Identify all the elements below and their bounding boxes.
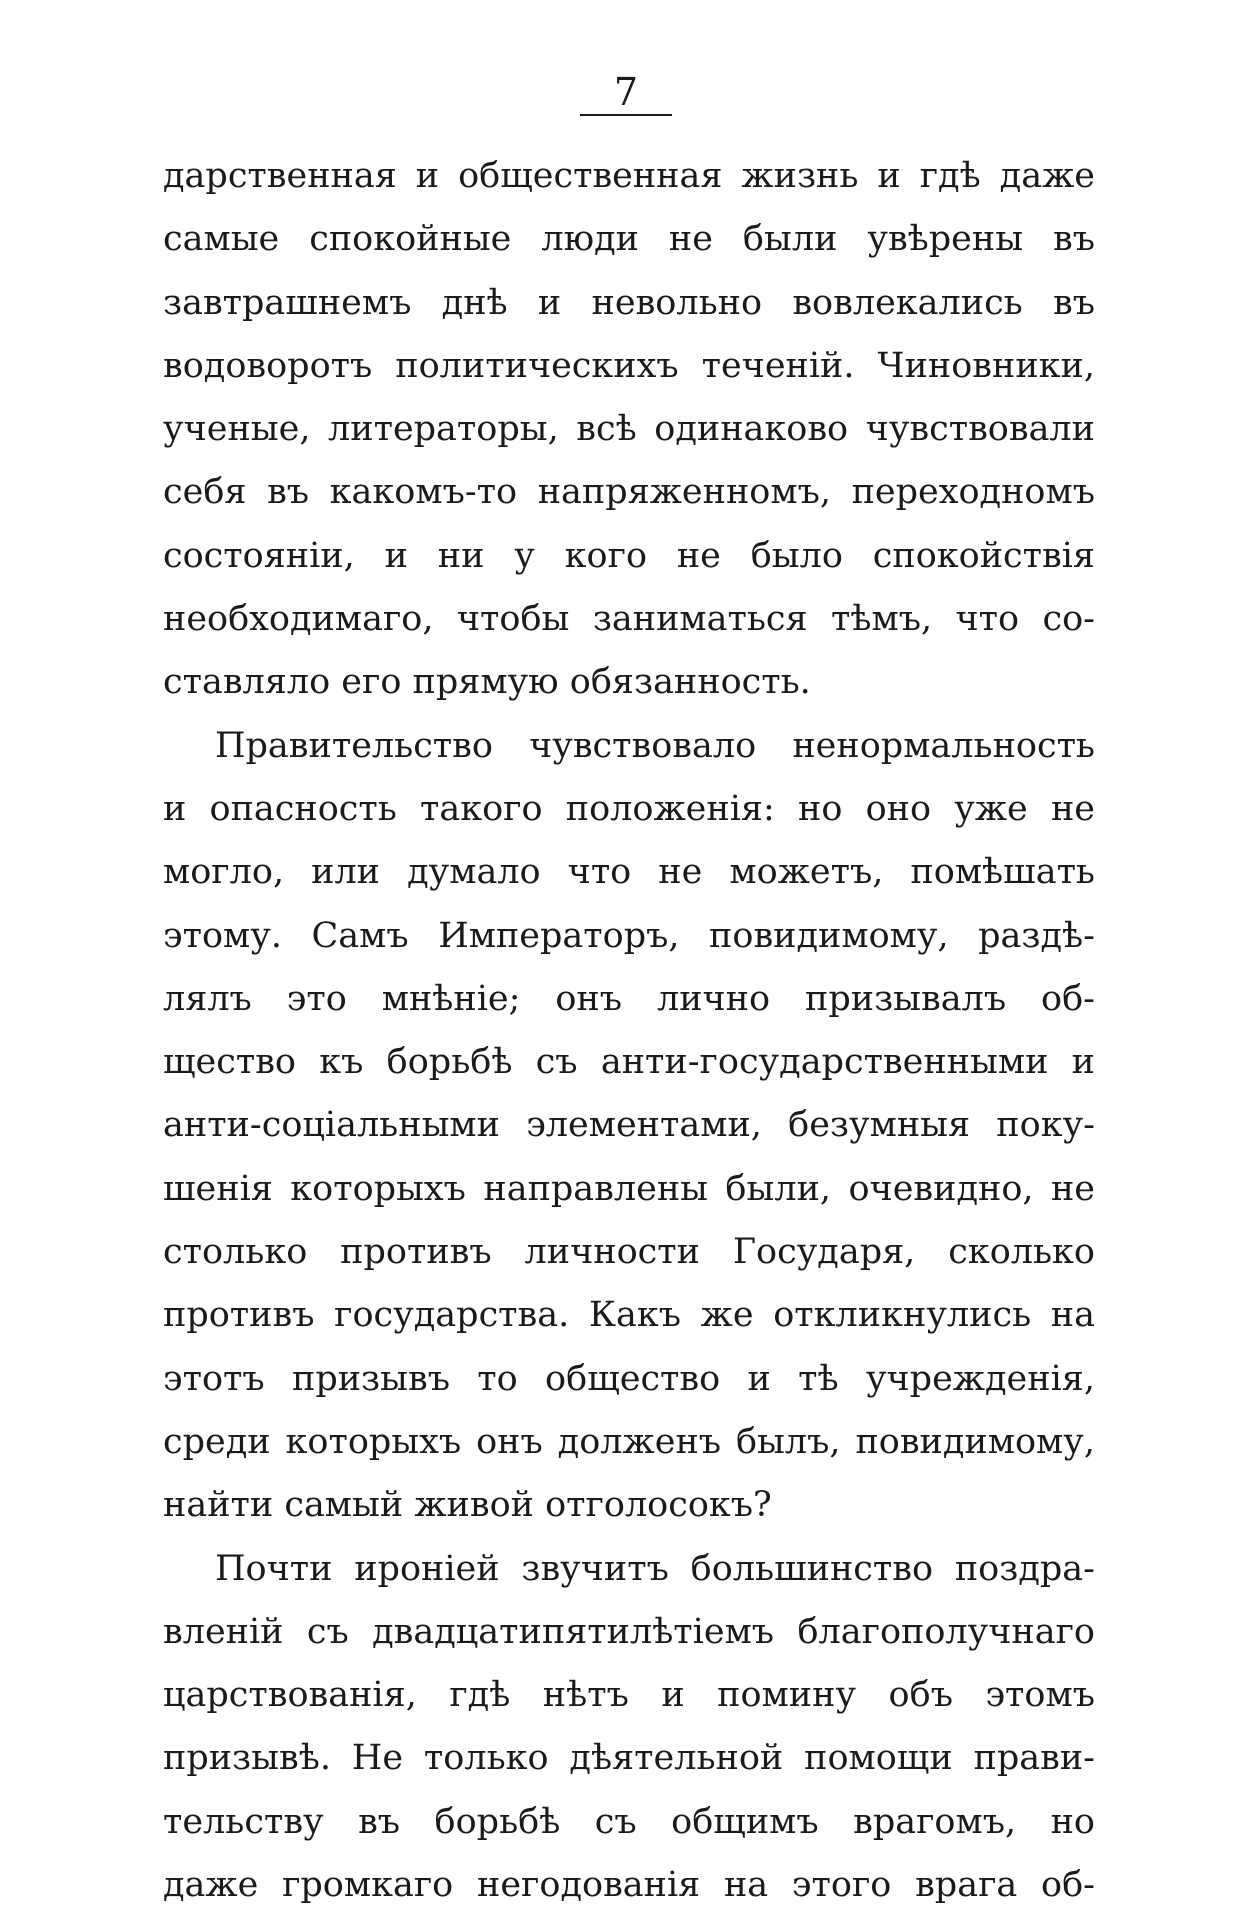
text-line: Почти ироніей звучитъ большинство поздра- xyxy=(215,1548,1095,1589)
text-line: среди которыхъ онъ долженъ былъ, повидимому, xyxy=(163,1421,1095,1462)
text-line: ученые, литераторы, всѣ одинаково чувствовали xyxy=(163,409,1095,450)
text-line: самые спокойные люди не были увѣрены въ xyxy=(163,219,1095,260)
text-line: лялъ это мнѣніе; онъ лично призывалъ об- xyxy=(163,978,1095,1019)
text-line: столько противъ личности Государя, сколько xyxy=(163,1232,1095,1273)
text-line: призывѣ. Не только дѣятельной помощи прави- xyxy=(163,1738,1095,1779)
text-line: этому. Самъ Императоръ, повидимому, раздѣ- xyxy=(163,915,1095,956)
text-line: и опасность такого положенія: но оно уже не xyxy=(163,788,1095,829)
text-line: завтрашнемъ днѣ и невольно вовлекались въ xyxy=(163,282,1095,323)
text-line: этотъ призывъ то общество и тѣ учрежденія, xyxy=(163,1358,1095,1399)
text-line: ставляло его прямую обязанность. xyxy=(163,662,811,703)
text-line: могло, или думало что не можетъ, помѣшать xyxy=(163,852,1095,893)
page-number: 7 xyxy=(613,70,639,114)
text-line: даже громкаго негодованія на этого врага об- xyxy=(163,1865,1095,1906)
text-line: дарственная и общественная жизнь и гдѣ даже xyxy=(163,156,1095,196)
text-line: вленій съ двадцатипятилѣтіемъ благополучнаго xyxy=(163,1611,1095,1652)
text-line: себя въ какомъ-то напряженномъ, переходномъ xyxy=(163,472,1095,513)
text-line: тельству въ борьбѣ съ общимъ врагомъ, но xyxy=(163,1801,1095,1842)
text-line: анти-соціальными элементами, безумныя поку- xyxy=(163,1105,1095,1146)
text-line: необходимаго, чтобы заниматься тѣмъ, что со- xyxy=(163,599,1095,640)
text-line: противъ государства. Какъ же откликнулись на xyxy=(163,1295,1095,1336)
text-line: щество къ борьбѣ съ анти-государственными и xyxy=(163,1042,1095,1083)
page-number-rule xyxy=(580,114,672,116)
text-line: Правительство чувствовало ненормальность xyxy=(215,725,1095,766)
text-line: водоворотъ политическихъ теченій. Чиновники, xyxy=(163,345,1095,386)
text-line: шенія которыхъ направлены были, очевидно, не xyxy=(163,1168,1095,1209)
text-line: царствованія, гдѣ нѣтъ и помину объ этомъ xyxy=(163,1675,1095,1716)
text-line: состояніи, и ни у кого не было спокойствія xyxy=(163,535,1095,576)
text-line: найти самый живой отголосокъ? xyxy=(163,1485,772,1526)
body-text xyxy=(163,145,1095,1917)
